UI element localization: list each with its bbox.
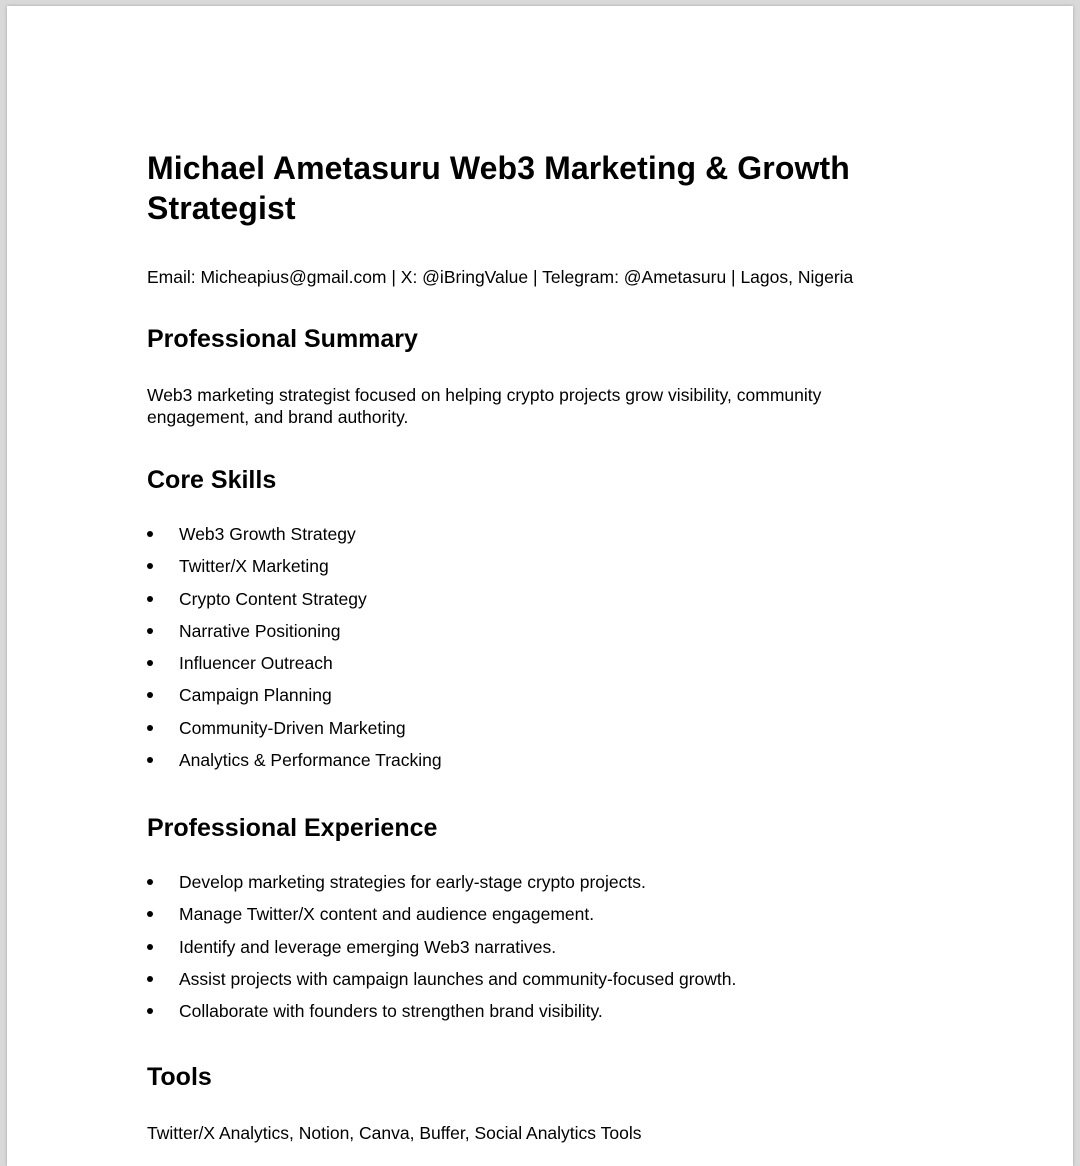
experience-text: Identify and leverage emerging Web3 narratives. [179,936,557,957]
bullet-icon [147,692,153,698]
experience-text: Collaborate with founders to strengthen brand visibility. [179,1001,603,1022]
section-heading-summary: Professional Summary [147,325,418,353]
summary-text: Web3 marketing strategist focused on helping crypto projects grow visibility, community engagement, and brand authority. [147,385,822,427]
skill-item [147,523,907,545]
skill-item [147,749,907,771]
experience-text: Manage Twitter/X content and audience engagement. [179,904,595,925]
skill-label: Web3 Growth Strategy [179,524,356,544]
bullet-icon [147,596,153,602]
bullet-icon [147,944,153,950]
bullet-icon [147,911,153,917]
skill-label: Campaign Planning [179,685,332,706]
experience-item [147,936,907,958]
skill-label: Narrative Positioning [179,620,341,641]
bullet-icon [147,563,153,569]
bullet-icon [147,879,153,885]
skill-item [147,588,907,610]
experience-list [147,871,907,1022]
bullet-icon [147,531,153,537]
section-heading-experience: Professional Experience [147,814,438,843]
section-heading-tools: Tools [147,1063,212,1092]
experience-item [147,1000,907,1022]
bullet-icon [147,660,153,666]
experience-text: Develop marketing strategies for early-stage crypto projects. [179,872,646,893]
section-heading-skills: Core Skills [147,466,277,494]
skill-item [147,555,907,577]
resume-title: Michael Ametasuru Web3 Marketing & Growth Strategist [147,150,850,226]
resume-content [147,148,907,1144]
bullet-icon [147,1008,153,1014]
document-page [7,6,1073,1166]
bullet-icon [147,725,153,731]
experience-item [147,968,907,990]
skill-label: Analytics & Performance Tracking [179,750,442,771]
tools-text: Twitter/X Analytics, Notion, Canva, Buffer, Social Analytics Tools [147,1123,642,1144]
skill-label: Influencer Outreach [179,653,333,674]
skill-label: Crypto Content Strategy [179,588,367,609]
experience-item [147,903,907,925]
bullet-icon [147,628,153,634]
skill-item [147,620,907,642]
skill-item [147,684,907,706]
contact-line: Email: Micheapius@gmail.com | X: @iBringValue | Telegram: @Ametasuru | Lagos, Nigeria [147,267,854,287]
skills-list [147,523,907,771]
experience-text: Assist projects with campaign launches and community-focused growth. [179,968,737,989]
bullet-icon [147,757,153,763]
skill-label: Twitter/X Marketing [179,556,329,577]
experience-item [147,871,907,893]
skill-label: Community-Driven Marketing [179,717,406,738]
skill-item [147,652,907,674]
skill-item [147,717,907,739]
bullet-icon [147,976,153,982]
